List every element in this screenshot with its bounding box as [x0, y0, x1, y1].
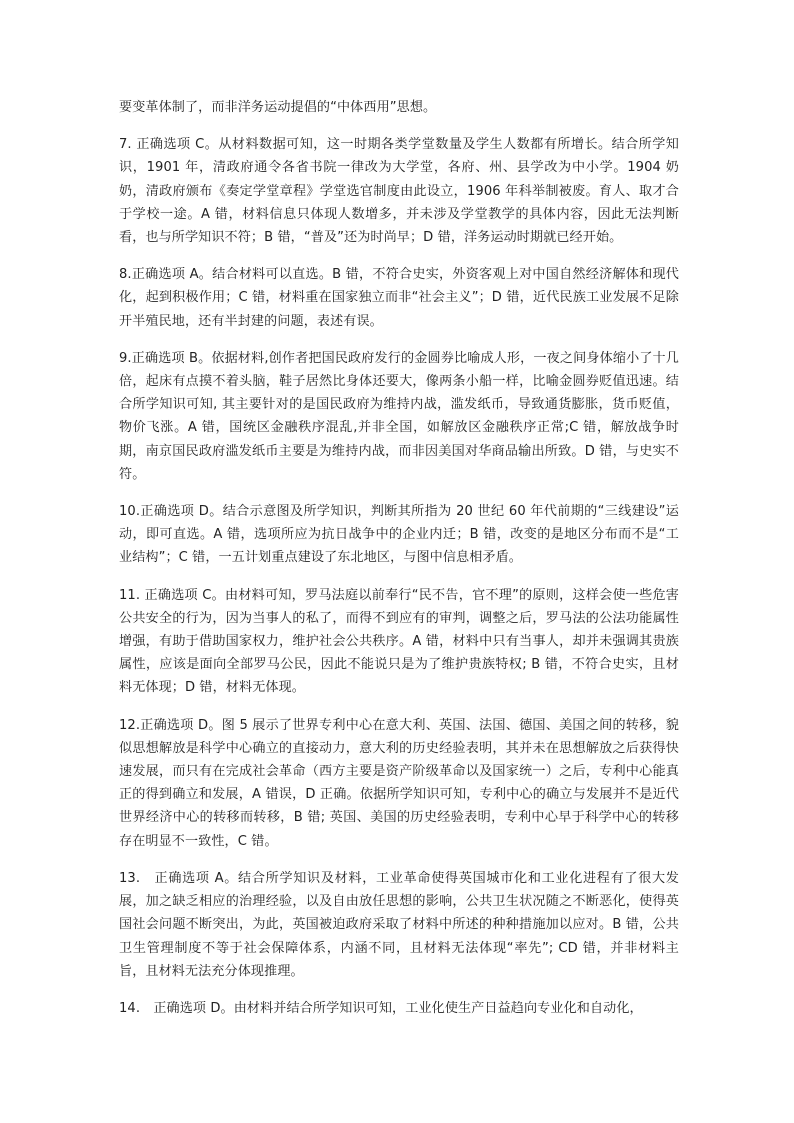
- paragraph-q10: 10.正确选项 D。结合示意图及所学知识，判断其所指为 20 世纪 60 年代前期的“三线建设”运动，即可直选。A 错，选项所应为抗日战争中的企业内迁；B 错，改变的是地区分布而不是“工业结构”；C 错，一五计划重点建设了东北地区，与图中信息相矛盾。: [119, 504, 679, 566]
- paragraph-q6-continuation: 要变革体制了，而非洋务运动提倡的“中体西用”思想。: [119, 100, 437, 115]
- paragraph-q7: 7. 正确选项 C。从材料数据可知，这一时期各类学堂数量及学生人数都有所增长。结合所学知识，1901 年，清政府通令各省书院一律改为大学堂，各府、州、县学改为中小学。1904 奶奶，清政府颁布《奏定学堂章程》学堂选官制度由此设立，1906 年科举制被废。育人、取才合于学校一途。A 错，材料信息只体现人数增多，并未涉及学堂教学的具体内容，因此无法判断看，也与所学知识不符；B 错，“普及”还为时尚早；D 错，洋务运动时期就已经开始。: [119, 137, 679, 246]
- answer-explanations: [119, 96, 679, 1020]
- paragraph-q14: 14. 正确选项 D。由材料并结合所学知识可知，工业化使生产日益趋向专业化和自动化，: [119, 1000, 643, 1016]
- paragraph-q8: 8.正确选项 A。结合材料可以直选。B 错，不符合史实，外资客观上对中国自然经济解体和现代化，起到积极作用；C 错，材料重在国家独立而非“社会主义”；D 错，近代民族工业发展不足除开半殖民地，还有半封建的问题，表述有误。: [119, 267, 679, 329]
- paragraph-q13: 13. 正确选项 A。结合所学知识及材料，工业革命使得英国城市化和工业化进程有了很大发展，加之缺乏相应的治理经验，以及自由放任思想的影响，公共卫生状况随之不断恶化，使得英国社会问题不断突出，为此，英国被迫政府采取了材料中所述的种种措施加以应对。B 错，公共卫生管理制度不等于社会保障体系，内涵不同，且材料无法体现“率先”; CD 错，并非材料主旨，且材料无法充分体现推理。: [119, 870, 679, 979]
- paragraph-q11: 11. 正确选项 C。由材料可知，罗马法庭以前奉行“民不告，官不理”的原则，这样会使一些危害公共安全的行为，因为当事人的私了，而得不到应有的审判，调整之后，罗马法的公法功能属性增强，有助于借助国家权力，维护社会公共秩序。A 错，材料中只有当事人，却并未强调其贵族属性，应该是面向全部罗马公民，因此不能说只是为了维护贵族特权; B 错，不符合史实，且材料无体现；D 错，材料无体现。: [119, 587, 679, 696]
- paragraph-q12: 12.正确选项 D。图 5 展示了世界专利中心在意大利、英国、法国、德国、美国之间的转移，貌似思想解放是科学中心确立的直接动力，意大利的历史经验表明，其并未在思想解放之后获得快速发展，而只有在完成社会革命（西方主要是资产阶级革命以及国家统一）之后，专利中心能真正的得到确立和发展，A 错误，D 正确。依据所学知识可知，专利中心的确立与发展并不是近代世界经济中心的转移而转移，B 错; 英国、美国的历史经验表明，专利中心早于科学中心的转移存在明显不一致性，C 错。: [119, 717, 679, 849]
- paragraph-q9: 9.正确选项 B。依据材料,创作者把国民政府发行的金圆券比喻成人形，一夜之间身体缩小了十几倍，起床有点摸不着头脑，鞋子居然比身体还要大，像两条小船一样，比喻金圆券贬值迅速。结合所学知识可知, 其主要针对的是国民政府为维持内战，滥发纸币，导致通货膨胀，货币贬值，物价飞涨。A 错，国统区金融秩序混乱,并非全国，如解放区金融秩序正常;C 错，解放战争时期，南京国民政府滥发纸币主要是为维持内战，而非因美国对华商品输出所致。D 错，与史实不符。: [119, 350, 679, 482]
